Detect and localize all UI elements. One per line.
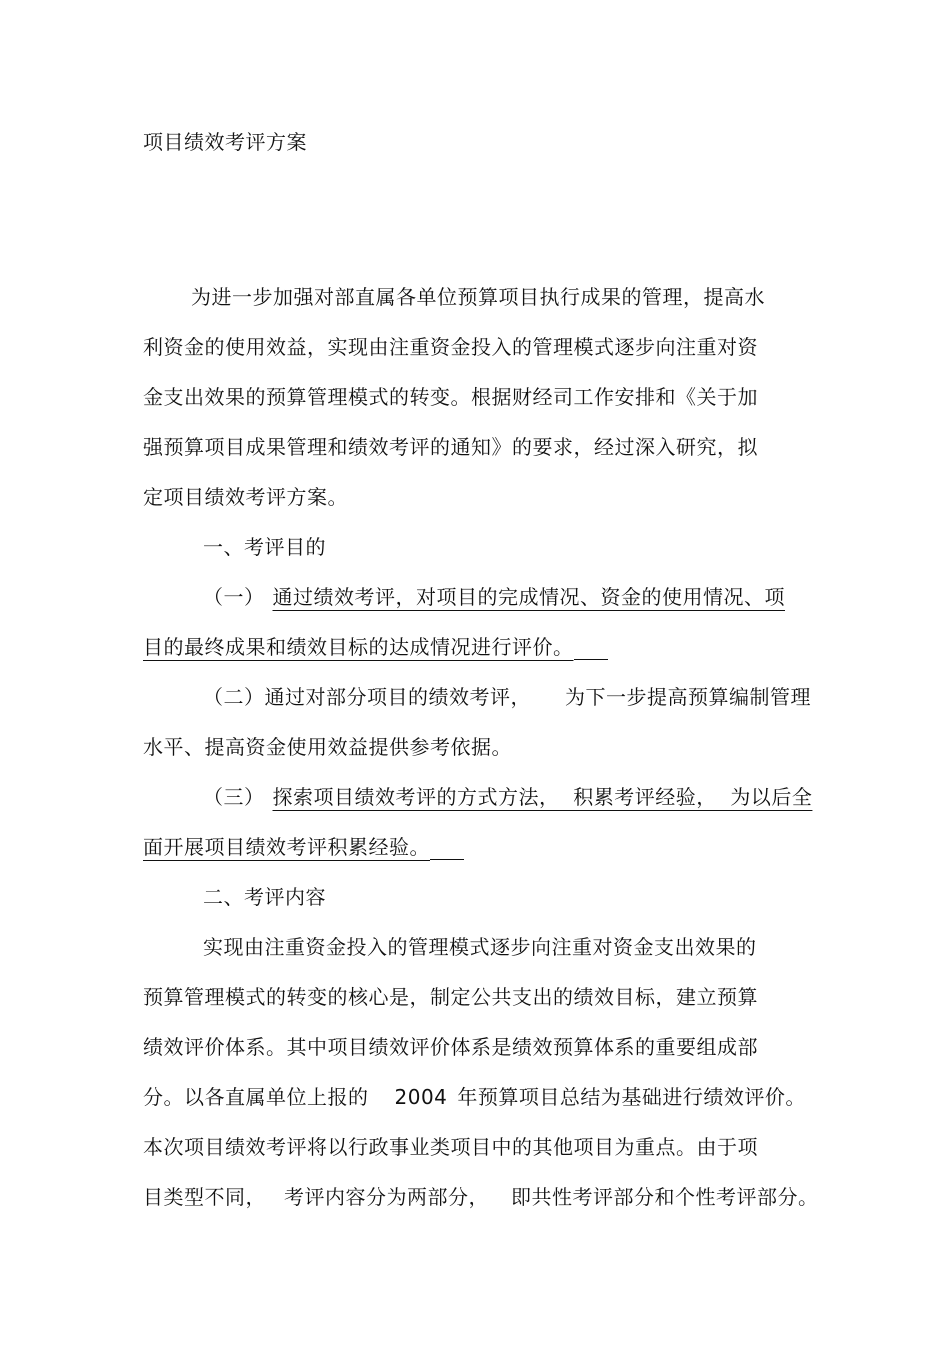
intro-line-2: 利资金的使用效益，实现由注重资金投入的管理模式逐步向注重对资 (143, 335, 758, 359)
item1-line-1 (203, 584, 785, 610)
intro-line-3: 金支出效果的预算管理模式的转变。根据财经司工作安排和《关于加 (143, 385, 758, 409)
item3-text-1: 探索项目绩效考评的方式方法， 积累考评经验， 为以后全 (272, 785, 813, 809)
item2-line-1 (203, 684, 811, 710)
section2-line-4a: 分。以各直属单位上报的 (143, 1085, 369, 1109)
item2-text-1a: （二）通过对部分项目的绩效考评， (203, 685, 531, 709)
intro-line-4: 强预算项目成果管理和绩效考评的通知》的要求，经过深入研究，拟 (143, 435, 758, 459)
item1-text-1: 通过绩效考评，对项目的完成情况、资金的使用情况、项 (272, 585, 785, 609)
intro-line-1: 为进一步加强对部直属各单位预算项目执行成果的管理，提高水 (191, 285, 765, 309)
section2-line-6 (143, 1184, 819, 1210)
section2-line-2: 预算管理模式的转变的核心是，制定公共支出的绩效目标，建立预算 (143, 985, 758, 1009)
section2-line-4c: 年预算项目总结为基础进行绩效评价。 (457, 1085, 806, 1109)
item1-line-2 (143, 634, 608, 660)
section2-line-3: 绩效评价体系。其中项目绩效评价体系是绩效预算体系的重要组成部 (143, 1035, 758, 1059)
item3-text-2: 面开展项目绩效考评积累经验。 (143, 835, 430, 859)
item1-number: （一） (203, 585, 265, 609)
item1-text-2: 目的最终成果和绩效目标的达成情况进行评价。 (143, 635, 574, 659)
section2-line-4 (143, 1084, 806, 1110)
item2-text-1b: 为下一步提高预算编制管理 (565, 685, 811, 709)
section2-heading: 二、考评内容 (203, 885, 326, 909)
underline-tail (430, 858, 464, 860)
item3-line-2 (143, 834, 464, 860)
section2-year: 2004 (394, 1085, 448, 1109)
document-title: 项目绩效考评方案 (143, 130, 307, 154)
section2-line-1: 实现由注重资金投入的管理模式逐步向注重对资金支出效果的 (203, 935, 757, 959)
section2-line-6b: 考评内容分为两部分， (284, 1185, 489, 1209)
section2-line-6c: 即共性考评部分和个性考评部分。 (511, 1185, 819, 1209)
underline-tail (574, 658, 608, 660)
section2-line-5: 本次项目绩效考评将以行政事业类项目中的其他项目为重点。由于项 (143, 1135, 758, 1159)
item3-line-1 (203, 784, 812, 810)
item2-line-2: 水平、提高资金使用效益提供参考依据。 (143, 735, 512, 759)
item3-number: （三） (203, 785, 265, 809)
intro-line-5: 定项目绩效考评方案。 (143, 485, 348, 509)
section2-line-6a: 目类型不同， (143, 1185, 266, 1209)
section1-heading: 一、考评目的 (203, 535, 326, 559)
